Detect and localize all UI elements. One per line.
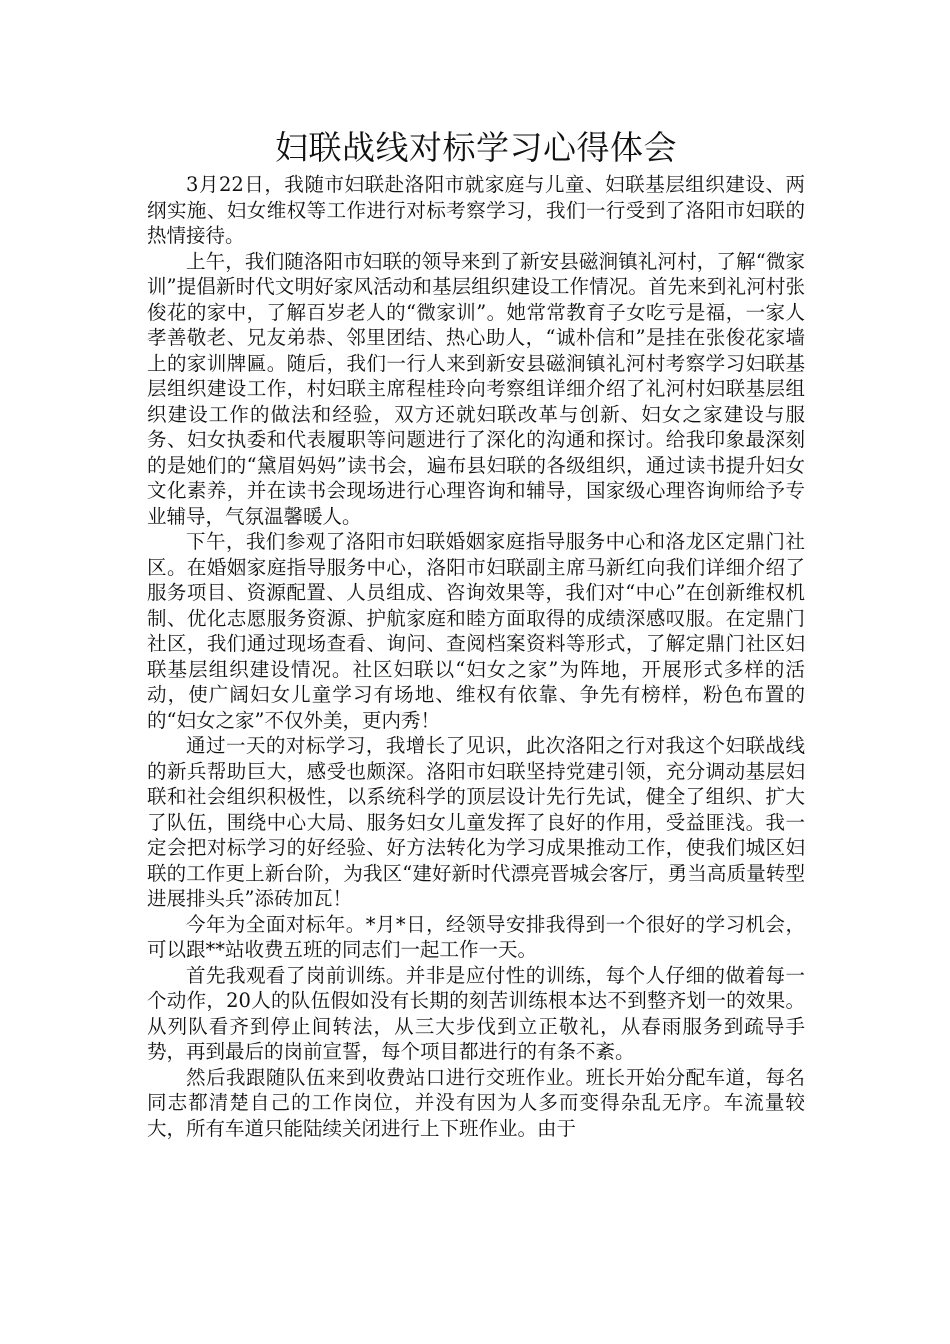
paragraph-morning-visit: 上午，我们随洛阳市妇联的领导来到了新安县磁涧镇礼河村，了解“微家训”提倡新时代文明好家风活动和基层组织建设工作情况。首先来到礼河村张俊花的家中，了解百岁老人的“微家训”。她常常教育子女吃亏是福，一家人孝善敬老、兄友弟恭、邻里团结、热心助人，“诚朴信和”是挂在张俊花家墙上的家训牌匾。随后，我们一行人来到新安县磁涧镇礼河村考察学习妇联基层组织建设工作，村妇联主席程桂玲向考察组详细介绍了礼河村妇联基层组织建设工作的做法和经验，双方还就妇联改革与创新、妇女之家建设与服务、妇女执委和代表履职等问题进行了深化的沟通和探讨。给我印象最深刻的是她们的“黛眉妈妈”读书会，遍布县妇联的各级组织，通过读书提升妇女文化素养，并在读书会现场进行心理咨询和辅导，国家级心理咨询师给予专业辅导，气氛温馨暖人。: [147, 249, 805, 528]
document-title: 妇联战线对标学习心得体会: [275, 128, 677, 167]
document-page: [147, 125, 805, 1141]
paragraph-afternoon-visit: 下午，我们参观了洛阳市妇联婚姻家庭指导服务中心和洛龙区定鼎门社区。在婚姻家庭指导服务中心，洛阳市妇联副主席马新红向我们详细介绍了服务项目、资源配置、人员组成、咨询效果等，我们对“中心”在创新维权机制、优化志愿服务资源、护航家庭和睦方面取得的成绩深感叹服。在定鼎门社区，我们通过现场查看、询问、查阅档案资料等形式，了解定鼎门社区妇联基层组织建设情况。社区妇联以“妇女之家”为阵地，开展形式多样的活动，使广阔妇女儿童学习有场地、维权有依靠、争先有榜样，粉色布置的的“妇女之家”不仅外美，更内秀！: [147, 530, 805, 732]
paragraph-shift-handover: 然后我跟随队伍来到收费站口进行交班作业。班长开始分配车道，每名同志都清楚自己的工作岗位，并没有因为人多而变得杂乱无序。车流量较大，所有车道只能陆续关闭进行上下班作业。由于: [147, 1065, 805, 1140]
paragraph-benchmark-year: 今年为全面对标年。*月*日，经领导安排我得到一个很好的学习机会，可以跟**站收费五班的同志们一起工作一天。: [147, 912, 805, 961]
paragraph-pre-shift-training: 首先我观看了岗前训练。并非是应付性的训练，每个人仔细的做着每一个动作，20人的队伍假如没有长期的刻苦训练根本达不到整齐划一的效果。从列队看齐到停止间转法，从三大步伐到立正敬礼，从春雨服务到疏导手势，再到最后的岗前宣誓，每个项目都进行的有条不紊。: [147, 963, 805, 1063]
paragraph-reflection: 通过一天的对标学习，我增长了见识，此次洛阳之行对我这个妇联战线的新兵帮助巨大，感受也颇深。洛阳市妇联坚持党建引领，充分调动基层妇联和社会组织积极性，以系统科学的顶层设计先行先试，健全了组织、扩大了队伍，围绕中心大局、服务妇女儿童发挥了良好的作用，受益匪浅。我一定会把对标学习的好经验、好方法转化为学习成果推动工作，使我们城区妇联的工作更上新台阶，为我区“建好新时代漂亮晋城会客厅，勇当高质量转型进展排头兵”添砖加瓦！: [147, 734, 805, 910]
paragraph-intro: 3月22日，我随市妇联赴洛阳市就家庭与儿童、妇联基层组织建设、两纲实施、妇女维权等工作进行对标考察学习，我们一行受到了洛阳市妇联的热情接待。: [147, 173, 805, 247]
